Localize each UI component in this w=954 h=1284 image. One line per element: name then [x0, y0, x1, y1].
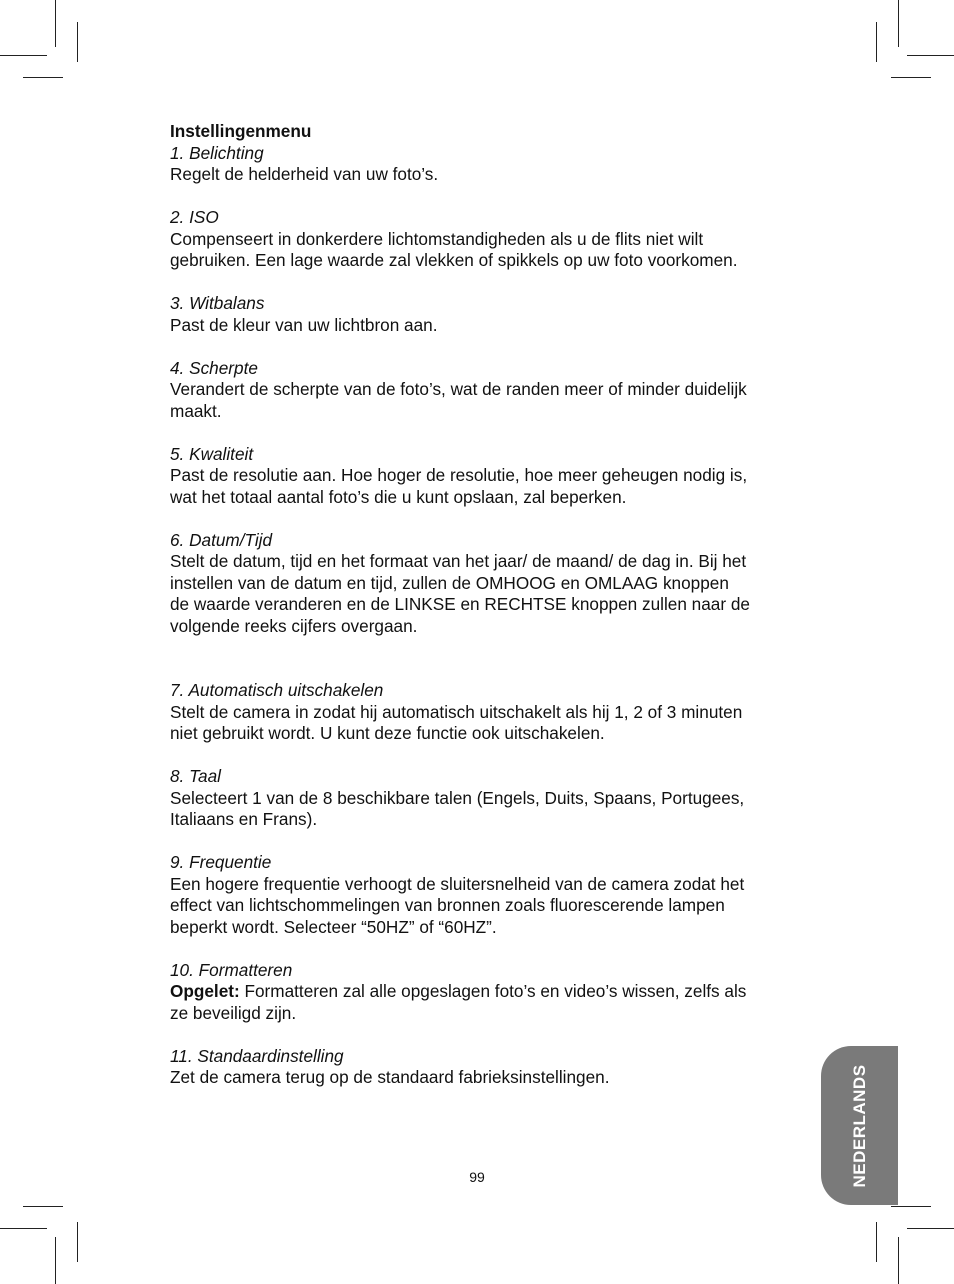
crop-mark: [876, 22, 877, 62]
crop-mark: [55, 1237, 56, 1284]
section-title: 10. Formatteren: [170, 959, 293, 980]
crop-mark: [23, 77, 63, 78]
crop-mark: [0, 1228, 47, 1229]
section-taal: [170, 766, 810, 831]
section-line: Stelt de datum, tijd en het formaat van het jaar/ de maand/ de dag in. Bij het: [170, 551, 747, 571]
section-title: 6. Datum/Tijd: [170, 529, 273, 550]
section-line: Verandert de scherpte van de foto’s, wat de randen meer of minder duidelijk: [170, 379, 747, 399]
crop-mark: [876, 1222, 877, 1262]
section-line: Een hogere frequentie verhoogt de sluitersnelheid van de camera zodat het: [170, 873, 745, 894]
section-datum-tijd: [170, 530, 810, 638]
page-content: [170, 121, 810, 1110]
section-line: Zet de camera terug op de standaard fabrieksinstellingen.: [170, 1067, 610, 1087]
section-line: Past de resolutie aan. Hoe hoger de resolutie, hoe meer geheugen nodig is,: [170, 465, 748, 485]
crop-mark: [891, 1206, 931, 1207]
section-line: Selecteert 1 van de 8 beschikbare talen (Engels, Duits, Spaans, Portugees,: [170, 787, 745, 808]
section-witbalans: [170, 293, 810, 336]
section-title: 1. Belichting: [170, 142, 264, 163]
section-line: wat het totaal aantal foto’s die u kunt opslaan, zal beperken.: [170, 486, 627, 507]
warning-text: Formatteren zal alle opgeslagen foto’s en video’s wissen, zelfs als: [239, 981, 747, 1001]
section-line: effect van lichtschommelingen van bronnen zoals fluorescerende lampen: [170, 895, 725, 915]
crop-mark: [55, 0, 56, 47]
language-tab: [821, 1046, 898, 1205]
crop-mark: [898, 0, 899, 47]
section-line: maakt.: [170, 400, 222, 421]
section-line: gebruiken. Een lage waarde zal vlekken of spikkels op uw foto voorkomen.: [170, 250, 738, 270]
section-standaardinstelling: [170, 1046, 810, 1089]
section-title: 7. Automatisch uitschakelen: [170, 680, 384, 700]
section-title: 3. Witbalans: [170, 293, 265, 313]
section-line: [170, 981, 810, 1003]
crop-mark: [23, 1206, 63, 1207]
page-number: 99: [469, 1169, 485, 1185]
section-title: 11. Standaardinstelling: [170, 1045, 344, 1066]
section-line: Stelt de camera in zodat hij automatisch uitschakelt als hij 1, 2 of 3 minuten: [170, 701, 743, 722]
warning-label: Opgelet:: [170, 981, 240, 1001]
crop-mark: [891, 77, 931, 78]
section-formatteren: [170, 960, 810, 1025]
section-kwaliteit: [170, 444, 810, 509]
section-line: ze beveiligd zijn.: [170, 1002, 297, 1023]
section-line: instellen van de datum en tijd, zullen de OMHOOG en OMLAAG knoppen: [170, 572, 729, 593]
section-title: 9. Frequentie: [170, 852, 272, 872]
crop-mark: [77, 1222, 78, 1262]
section-line: volgende reeks cijfers overgaan.: [170, 615, 418, 636]
page-heading: Instellingenmenu: [170, 121, 312, 141]
section-automatisch-uitschakelen: [170, 680, 810, 745]
crop-mark: [898, 1237, 899, 1284]
section-line: Italiaans en Frans).: [170, 809, 318, 829]
crop-mark: [907, 1228, 954, 1229]
language-tab-label: NEDERLANDS: [849, 1063, 869, 1188]
section-line: Compenseert in donkerdere lichtomstandigheden als u de flits niet wilt: [170, 228, 704, 249]
section-belichting: [170, 143, 810, 186]
section-iso: [170, 207, 810, 272]
section-title: 8. Taal: [170, 766, 221, 786]
crop-mark: [0, 55, 47, 56]
crop-mark: [77, 22, 78, 62]
section-title: 2. ISO: [170, 207, 219, 227]
section-title: 5. Kwaliteit: [170, 443, 254, 464]
section-line: de waarde veranderen en de LINKSE en RECHTSE knoppen zullen naar de: [170, 594, 750, 614]
section-frequentie: [170, 852, 810, 938]
crop-mark: [907, 55, 954, 56]
section-line: beperkt wordt. Selecteer “50HZ” of “60HZ”.: [170, 916, 497, 937]
section-line: niet gebruikt wordt. U kunt deze functie ook uitschakelen.: [170, 723, 605, 743]
section-line: Past de kleur van uw lichtbron aan.: [170, 314, 438, 335]
section-line: Regelt de helderheid van uw foto’s.: [170, 164, 439, 184]
section-title: 4. Scherpte: [170, 357, 258, 378]
section-scherpte: [170, 358, 810, 423]
